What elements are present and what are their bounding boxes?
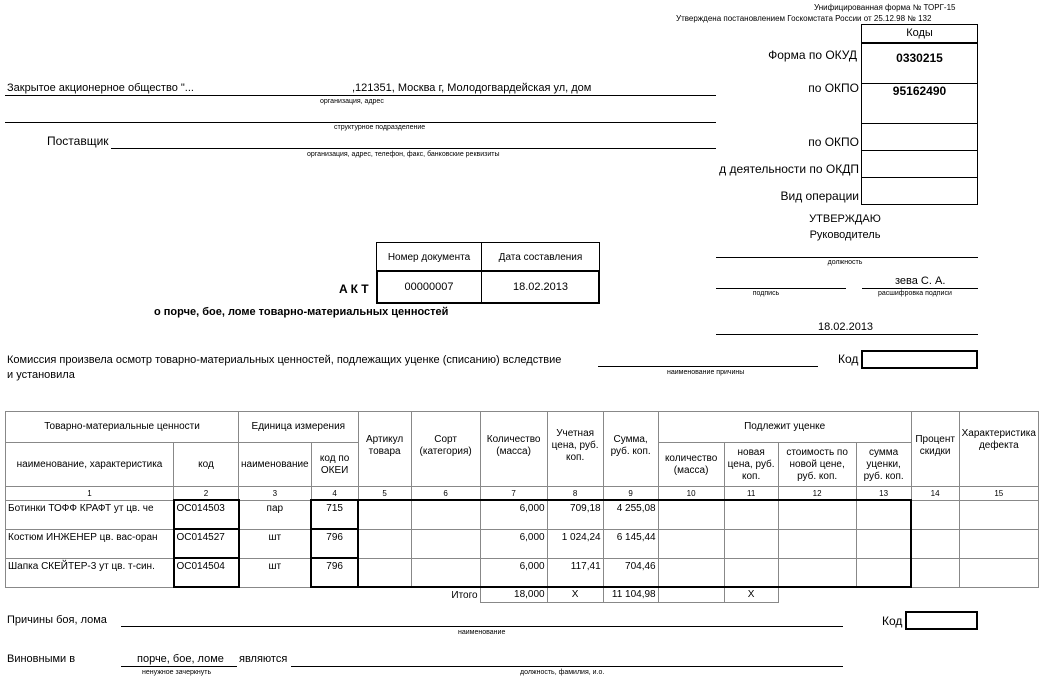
operation-value[interactable]: [862, 177, 977, 204]
table-row[interactable]: [6, 500, 1039, 529]
row-okei: 715: [311, 500, 358, 529]
row-article: [358, 558, 411, 587]
signature-caption: подпись: [752, 290, 780, 297]
doc-date-label: Дата составления: [498, 252, 583, 263]
persons-line[interactable]: [291, 666, 843, 667]
col-number: 1: [6, 487, 174, 501]
commission-text-1: Комиссия произвела осмотр товарно-материальных ценностей, подлежащих уценке (списанию) вследствие: [7, 354, 562, 366]
row-grade: [411, 558, 480, 587]
row-md-price: [724, 529, 778, 558]
row-md-cost: [778, 558, 856, 587]
header-sum: Сумма, руб. коп.: [603, 412, 658, 487]
commission-text-2: и установила: [7, 369, 75, 381]
guilty-value-line: [121, 666, 237, 667]
row-price: 117,41: [547, 558, 603, 587]
col-number: 6: [411, 487, 480, 501]
org-line: [5, 95, 716, 96]
doc-date: 18.02.2013: [512, 281, 569, 293]
row-name: Костюм ИНЖЕНЕР цв. вас-оран: [6, 529, 174, 558]
header-code: код: [174, 443, 239, 487]
row-sum: 4 255,08: [603, 500, 658, 529]
row-md-qty: [658, 529, 724, 558]
okpo2-label: по ОКПО: [808, 135, 859, 149]
col-number: 7: [480, 487, 547, 501]
header-grade: Сорт (категория): [411, 412, 480, 487]
row-grade: [411, 500, 480, 529]
col-number: 2: [174, 487, 239, 501]
header-name: наименование, характеристика: [6, 443, 174, 487]
goods-table: [5, 411, 1039, 603]
row-price: 709,18: [547, 500, 603, 529]
persons-caption: должность, фамилия, и.о.: [520, 669, 605, 676]
header-md-qty: количество (масса): [658, 443, 724, 487]
row-percent: [911, 500, 959, 529]
codes-heading: Коды: [906, 27, 933, 39]
header-article: Артикул товара: [358, 412, 411, 487]
total-md-price: Х: [724, 587, 778, 602]
signature-line[interactable]: [716, 288, 846, 289]
row-okei: 796: [311, 558, 358, 587]
okdp-label: д деятельности по ОКДП: [719, 162, 859, 176]
row-name: Ботинки ТОФФ КРАФТ ут цв. че: [6, 500, 174, 529]
col-number: 15: [959, 487, 1038, 501]
row-defect: [959, 529, 1038, 558]
col-number: 4: [311, 487, 358, 501]
col-number: 13: [856, 487, 911, 501]
row-qty: 6,000: [480, 529, 547, 558]
org-caption: организация, адрес: [320, 98, 384, 105]
row-qty: 6,000: [480, 558, 547, 587]
commission-code-label: Код: [838, 352, 859, 366]
header-md-price: новая цена, руб. коп.: [724, 443, 778, 487]
reasons-line[interactable]: [121, 626, 843, 627]
approver-name-caption: расшифровка подписи: [878, 290, 952, 297]
row-percent: [911, 558, 959, 587]
row-md-qty: [658, 558, 724, 587]
okpo-label: по ОКПО: [808, 81, 859, 95]
act-subtitle: о порче, бое, ломе товарно-материальных ценностей: [154, 306, 449, 318]
position-line[interactable]: [716, 257, 978, 258]
row-code: ОС014503: [174, 500, 239, 529]
document-box-bold: [376, 270, 600, 304]
header-goods: Товарно-материальные ценности: [6, 412, 239, 443]
row-md-price: [724, 558, 778, 587]
total-md-qty: [658, 587, 724, 602]
header-defect: Характеристика дефекта: [959, 412, 1038, 487]
org-address: ,121351, Москва г, Молодогвардейская ул, дом: [352, 82, 592, 94]
col-number: 8: [547, 487, 603, 501]
total-empty: [911, 587, 959, 602]
subdivision-line: [5, 122, 716, 123]
codes-block: [861, 24, 978, 205]
row-article: [358, 500, 411, 529]
row-md-cost: [778, 500, 856, 529]
table-row[interactable]: [6, 529, 1039, 558]
commission-code-box[interactable]: [861, 350, 978, 369]
row-md-sum: [856, 529, 911, 558]
header-percent: Процент скидки: [911, 412, 959, 487]
row-defect: [959, 500, 1038, 529]
row-unit: шт: [239, 529, 312, 558]
act-label: АКТ: [339, 282, 372, 296]
approval-date-line: [716, 334, 978, 335]
guilty-value: порче, бое, ломе: [137, 653, 224, 665]
okud-value[interactable]: 0330215: [862, 42, 977, 85]
approver-name: зева С. А.: [895, 275, 946, 287]
approver-name-line: [862, 288, 978, 289]
approval-date: 18.02.2013: [818, 321, 874, 333]
row-md-price: [724, 500, 778, 529]
row-article: [358, 529, 411, 558]
head-label: Руководитель: [809, 229, 881, 241]
org-name: Закрытое акционерное общество "...: [7, 82, 194, 94]
form-title: Унифицированная форма № ТОРГ-15: [814, 3, 956, 12]
doc-number-label: Номер документа: [387, 252, 471, 263]
row-md-qty: [658, 500, 724, 529]
row-code: ОС014527: [174, 529, 239, 558]
total-sum: 11 104,98: [603, 587, 658, 602]
position-caption: должность: [827, 259, 863, 266]
approve-heading: УТВЕРЖДАЮ: [809, 213, 881, 225]
header-unit-name: наименование: [239, 443, 312, 487]
row-percent: [911, 529, 959, 558]
header-md-sum: сумма уценки, руб. коп.: [856, 443, 911, 487]
col-number: 9: [603, 487, 658, 501]
row-defect: [959, 558, 1038, 587]
row-okei: 796: [311, 529, 358, 558]
okud-label: Форма по ОКУД: [768, 48, 857, 62]
supplier-line[interactable]: [111, 148, 716, 149]
row-grade: [411, 529, 480, 558]
total-empty: [856, 587, 911, 602]
header-okei: код по ОКЕИ: [311, 443, 358, 487]
total-empty: [778, 587, 856, 602]
header-unit: Единица измерения: [239, 412, 359, 443]
col-number: 5: [358, 487, 411, 501]
total-price: Х: [547, 587, 603, 602]
reason-line[interactable]: [598, 366, 818, 367]
row-price: 1 024,24: [547, 529, 603, 558]
supplier-caption: организация, адрес, телефон, факс, банковские реквизиты: [307, 151, 500, 158]
row-sum: 6 145,44: [603, 529, 658, 558]
row-md-sum: [856, 500, 911, 529]
operation-label: Вид операции: [780, 189, 859, 203]
row-sum: 704,46: [603, 558, 658, 587]
row-qty: 6,000: [480, 500, 547, 529]
okpo-value[interactable]: 95162490: [862, 83, 977, 125]
total-label: Итого: [6, 587, 481, 602]
table-row[interactable]: [6, 558, 1039, 587]
row-md-cost: [778, 529, 856, 558]
reasons-label: Причины боя, лома: [7, 614, 107, 626]
reason-caption: наименование причины: [667, 369, 745, 376]
are-label: являются: [239, 653, 288, 665]
total-qty: 18,000: [480, 587, 547, 602]
okdp-value[interactable]: [862, 150, 977, 178]
row-name: Шапка СКЕЙТЕР-3 ут цв. т-син.: [6, 558, 174, 587]
footer-code-box[interactable]: [905, 611, 978, 630]
col-number: 10: [658, 487, 724, 501]
col-number: 3: [239, 487, 312, 501]
guilty-caption: ненужное зачеркнуть: [142, 669, 212, 676]
doc-number: 00000007: [404, 281, 454, 293]
col-number: 14: [911, 487, 959, 501]
row-unit: шт: [239, 558, 312, 587]
col-number: 11: [724, 487, 778, 501]
okpo2-value[interactable]: [862, 123, 977, 151]
reasons-caption: наименование: [458, 629, 506, 636]
footer-code-label: Код: [882, 614, 903, 628]
row-unit: пар: [239, 500, 312, 529]
supplier-label: Поставщик: [47, 134, 109, 148]
header-qty: Количество (масса): [480, 412, 547, 487]
subdivision-caption: структурное подразделение: [334, 124, 426, 131]
total-row: [6, 587, 1039, 602]
col-number: 12: [778, 487, 856, 501]
total-empty: [959, 587, 1038, 602]
header-markdown: Подлежит уценке: [658, 412, 911, 443]
header-price: Учетная цена, руб. коп.: [547, 412, 603, 487]
approved-by: Утверждена постановлением Госкомстата России от 25.12.98 № 132: [676, 14, 932, 23]
guilty-label: Виновными в: [7, 653, 76, 665]
row-md-sum: [856, 558, 911, 587]
header-md-cost: стоимость по новой цене, руб. коп.: [778, 443, 856, 487]
row-code: ОС014504: [174, 558, 239, 587]
